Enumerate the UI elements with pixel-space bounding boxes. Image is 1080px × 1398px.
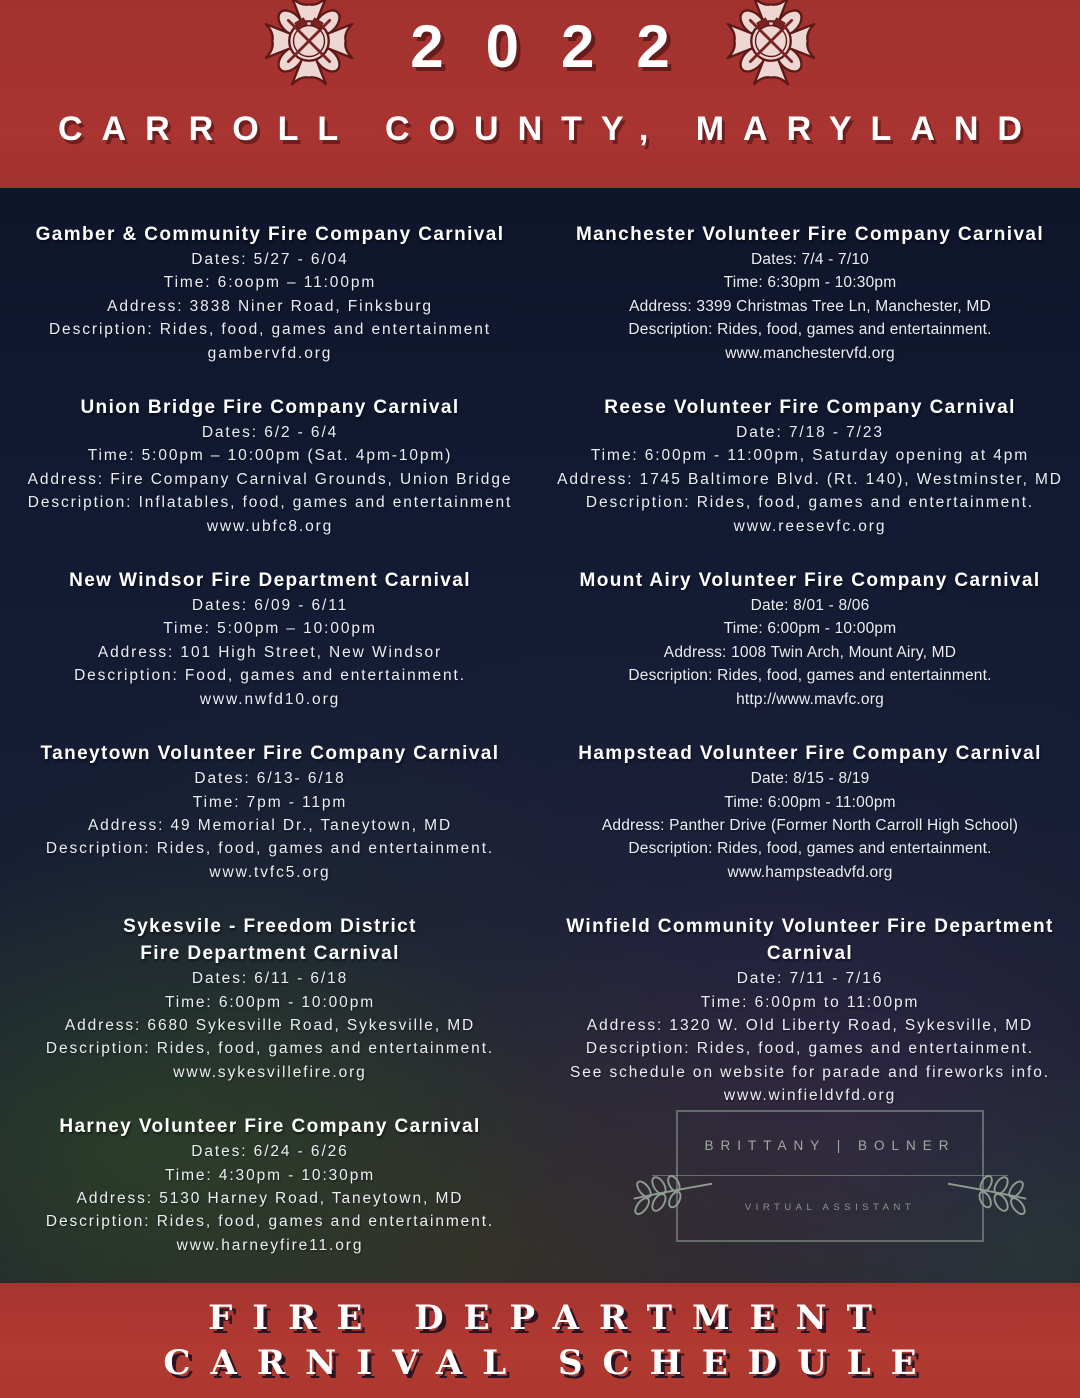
carnival-entry-title: Taneytown Volunteer Fire Company Carnival [40,743,500,765]
carnival-entry [540,221,1080,365]
carnival-address: Address: 1008 Twin Arch, Mount Airy, MD [663,643,957,661]
carnival-time: Time: 6:00pm to 11:00pm [700,993,920,1011]
designer-credit-logo [676,1110,984,1242]
carnival-description: Description: Inflatables, food, games and entertainment [27,494,513,512]
carnival-website: www.sykesvillefire.org [173,1063,367,1081]
carnival-dates: Dates: 6/13- 6/18 [194,770,346,788]
carnival-time: Time: 6:00pm - 11:00pm, Saturday opening at 4pm [590,447,1030,465]
carnival-address: Address: 1320 W. Old Liberty Road, Sykesville, MD [586,1016,1034,1034]
carnival-website: http://www.mavfc.org [736,690,884,708]
carnival-entry [0,221,540,365]
carnival-entry-title: Mount Airy Volunteer Fire Company Carnival [579,570,1041,592]
carnival-entry [540,394,1080,538]
carnival-website: www.harneyfire11.org [176,1236,364,1254]
carnival-time: Time: 6:30pm - 10:30pm [723,274,897,292]
laurel-branch-icon [946,1152,1030,1216]
location-title: CARROLL COUNTY, MARYLAND [58,110,1041,148]
carnival-dates: Dates: 6/09 - 6/11 [191,597,349,615]
carnival-address: Address: 1745 Baltimore Blvd. (Rt. 140), Westminster, MD [557,470,1063,488]
carnival-dates: Dates: 6/11 - 6/18 [191,970,349,988]
footer-banner [0,1283,1080,1398]
carnival-address: Address: 6680 Sykesville Road, Sykesville, MD [64,1016,476,1034]
carnival-entry-title: Reese Volunteer Fire Company Carnival [604,397,1016,419]
carnival-website: www.nwfd10.org [199,690,341,708]
carnival-entry-title: Sykesvile - Freedom District Fire Department Carnival [123,916,417,965]
carnival-entry-title: New Windsor Fire Department Carnival [69,570,471,592]
carnival-entry [540,913,1080,1107]
carnival-time: Time: 5:00pm – 10:00pm (Sat. 4pm-10pm) [87,447,453,465]
carnival-description: Description: Food, games and entertainment. [74,667,466,685]
carnival-website: gambervfd.org [207,344,333,362]
carnival-entry [0,740,540,884]
carnival-entry-title: Harney Volunteer Fire Company Carnival [59,1116,481,1138]
carnival-address: Address: 3838 Niner Road, Finksburg [107,297,433,315]
header-top-row [0,0,1080,100]
carnival-description: Description: Rides, food, games and entertainment. [628,667,992,685]
carnival-description: Description: Rides, food, games and entertainment. [628,321,992,339]
carnival-entry-title: Hampstead Volunteer Fire Company Carnival [578,743,1042,765]
credit-name: BRITTANY | BOLNER [704,1138,956,1153]
carnival-time: Time: 7pm - 11pm [192,793,348,811]
carnival-entry [0,567,540,711]
carnival-dates: Date: 8/01 - 8/06 [750,597,870,615]
footer-title-line1: FIRE DEPARTMENT [208,1298,892,1338]
carnival-address: Address: 5130 Harney Road, Taneytown, MD [76,1189,464,1207]
carnival-website: www.hampsteadvfd.org [727,863,893,881]
carnival-description: Description: Rides, food, games and entertainment. [45,1213,495,1231]
maltese-cross-icon [724,0,818,88]
carnival-entry [0,1113,540,1257]
carnival-time: Time: 6:00pm - 10:00pm [164,993,376,1011]
carnival-entry-title: Winfield Community Volunteer Fire Department Carnival [566,916,1054,965]
carnival-entry-title: Union Bridge Fire Company Carnival [80,397,460,419]
carnival-dates: Dates: 5/27 - 6/04 [191,251,349,268]
carnival-dates: Dates: 7/4 - 7/10 [751,251,869,268]
carnival-address: Address: 101 High Street, New Windsor [97,643,443,661]
carnival-website: www.tvfc5.org [209,863,331,881]
carnival-entry-title: Gamber & Community Fire Company Carnival [35,224,505,245]
carnival-time: Time: 6:00pm - 11:00pm [724,793,896,811]
carnival-entry [540,740,1080,884]
carnival-website: www.reesevfc.org [733,517,887,535]
carnival-address: Address: Panther Drive (Former North Carroll High School) [601,816,1019,834]
carnival-description: Description: Rides, food, games and entertainment. [585,494,1035,512]
carnival-description: Description: Rides, food, games and entertainment. [45,840,495,858]
carnival-entry-title: Manchester Volunteer Fire Company Carnival [575,224,1045,245]
carnival-time: Time: 5:00pm – 10:00pm [163,620,377,638]
carnival-time: Time: 4:30pm - 10:30pm [164,1166,376,1184]
year-title: 2022 [410,13,712,80]
carnival-dates: Dates: 6/2 - 6/4 [201,424,339,442]
carnival-address: Address: 49 Memorial Dr., Taneytown, MD [87,816,453,834]
carnival-address: Address: 3399 Christmas Tree Ln, Manchester, MD [629,297,991,315]
carnival-description: Description: Rides, food, games and entertainment. [45,1040,495,1058]
carnival-description: Description: Rides, food, games and entertainment. [585,1040,1035,1058]
carnival-entry [0,394,540,538]
credit-role: VIRTUAL ASSISTANT [744,1202,916,1213]
carnival-time: Time: 6:oopm – 11:00pm [163,274,377,292]
header-banner [0,0,1080,188]
carnival-note: See schedule on website for parade and fireworks info. [570,1063,1050,1081]
carnival-entry [540,567,1080,711]
carnival-dates: Date: 8/15 - 8/19 [750,770,870,788]
carnival-website: www.ubfc8.org [206,517,334,535]
carnival-description: Description: Rides, food, games and entertainment. [628,840,992,858]
carnival-description: Description: Rides, food, games and entertainment [48,321,492,339]
carnival-time: Time: 6:00pm - 10:00pm [723,620,897,638]
carnival-dates: Dates: 6/24 - 6/26 [191,1143,349,1161]
carnival-dates: Date: 7/11 - 7/16 [736,970,884,988]
schedule-body [0,188,1080,1283]
carnival-website: www.winfieldvfd.org [723,1087,897,1105]
carnival-dates: Date: 7/18 - 7/23 [736,424,884,442]
carnival-address: Address: Fire Company Carnival Grounds, Union Bridge [27,470,513,488]
maltese-cross-icon [262,0,356,88]
column-left [0,188,540,1286]
carnival-website: www.manchestervfd.org [725,344,895,362]
footer-title-line2: CARNIVAL SCHEDULE [163,1343,937,1383]
carnival-entry [0,913,540,1084]
